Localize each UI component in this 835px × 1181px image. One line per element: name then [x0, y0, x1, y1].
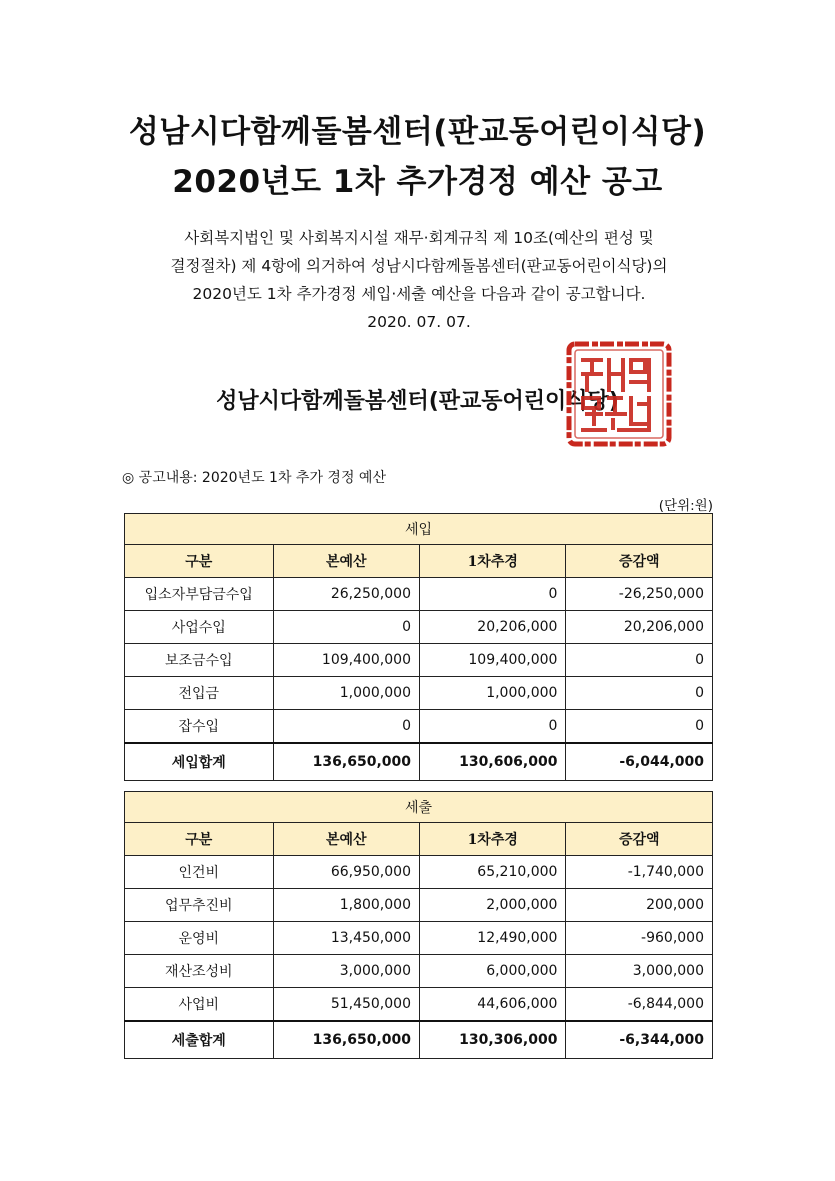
revised-budget-cell: 44,606,000	[419, 988, 565, 1022]
row-category: 전입금	[125, 677, 274, 710]
change-amount-cell: -26,250,000	[566, 578, 713, 611]
original-budget-cell: 66,950,000	[273, 856, 419, 889]
change-amount-cell: 0	[566, 644, 713, 677]
change-amount-cell: -1,740,000	[566, 856, 713, 889]
table-row	[125, 677, 713, 710]
original-budget-cell: 1,800,000	[273, 889, 419, 922]
revised-budget-cell: 6,000,000	[419, 955, 565, 988]
row-category: 사업수입	[125, 611, 274, 644]
table-row	[125, 988, 713, 1022]
change-amount-cell: -960,000	[566, 922, 713, 955]
notice-date: 2020. 07. 07.	[367, 313, 471, 331]
expense-section-title: 세출	[125, 792, 713, 823]
revised-budget-cell: 20,206,000	[419, 611, 565, 644]
column-header: 증감액	[566, 545, 713, 578]
original-budget-cell: 1,000,000	[273, 677, 419, 710]
revised-budget-cell: 1,000,000	[419, 677, 565, 710]
row-category: 보조금수입	[125, 644, 274, 677]
total-revised-budget: 130,306,000	[419, 1021, 565, 1059]
table-row	[125, 856, 713, 889]
row-category: 인건비	[125, 856, 274, 889]
organization-name: 성남시다함께돌봄센터(판교동어린이식당)	[216, 389, 619, 414]
total-revised-budget: 130,606,000	[419, 743, 565, 781]
column-header: 1차추경	[419, 823, 565, 856]
unit-label: (단위:원)	[658, 498, 713, 514]
original-budget-cell: 13,450,000	[273, 922, 419, 955]
revised-budget-cell: 65,210,000	[419, 856, 565, 889]
original-budget-cell: 0	[273, 710, 419, 744]
column-header: 본예산	[273, 823, 419, 856]
column-header: 증감액	[566, 823, 713, 856]
table-row	[125, 889, 713, 922]
row-category: 재산조성비	[125, 955, 274, 988]
expense-header-row	[125, 823, 713, 856]
income-total-row	[125, 743, 713, 781]
notice-content-label: ◎ 공고내용: 2020년도 1차 추가 경정 예산	[122, 470, 386, 486]
total-change-amount: -6,044,000	[566, 743, 713, 781]
change-amount-cell: 20,206,000	[566, 611, 713, 644]
total-change-amount: -6,344,000	[566, 1021, 713, 1059]
intro-line-2: 결정절차) 제 4항에 의거하여 성남시다함께돌봄센터(판교동어린이식당)의	[170, 257, 668, 275]
row-category: 사업비	[125, 988, 274, 1022]
page-subtitle: 2020년도 1차 추가경정 예산 공고	[172, 164, 663, 200]
column-header: 구분	[125, 823, 274, 856]
revised-budget-cell: 109,400,000	[419, 644, 565, 677]
revised-budget-cell: 12,490,000	[419, 922, 565, 955]
income-section-title: 세입	[125, 514, 713, 545]
income-table	[124, 513, 713, 781]
column-header: 1차추경	[419, 545, 565, 578]
total-original-budget: 136,650,000	[273, 1021, 419, 1059]
table-row	[125, 710, 713, 744]
revised-budget-cell: 0	[419, 578, 565, 611]
table-row	[125, 955, 713, 988]
original-budget-cell: 3,000,000	[273, 955, 419, 988]
change-amount-cell: 3,000,000	[566, 955, 713, 988]
original-budget-cell: 51,450,000	[273, 988, 419, 1022]
intro-paragraph	[95, 224, 743, 336]
change-amount-cell: 0	[566, 677, 713, 710]
revised-budget-cell: 2,000,000	[419, 889, 565, 922]
column-header: 구분	[125, 545, 274, 578]
row-category: 운영비	[125, 922, 274, 955]
original-budget-cell: 0	[273, 611, 419, 644]
row-category: 업무추진비	[125, 889, 274, 922]
expense-total-row	[125, 1021, 713, 1059]
column-header: 본예산	[273, 545, 419, 578]
total-label: 세출합계	[125, 1021, 274, 1059]
table-row	[125, 922, 713, 955]
row-category: 입소자부담금수입	[125, 578, 274, 611]
table-row	[125, 611, 713, 644]
change-amount-cell: -6,844,000	[566, 988, 713, 1022]
table-row	[125, 578, 713, 611]
intro-line-3: 2020년도 1차 추가경정 세입·세출 예산을 다음과 같이 공고합니다.	[192, 285, 646, 303]
total-original-budget: 136,650,000	[273, 743, 419, 781]
change-amount-cell: 200,000	[566, 889, 713, 922]
original-budget-cell: 26,250,000	[273, 578, 419, 611]
change-amount-cell: 0	[566, 710, 713, 744]
page-title: 성남시다함께돌봄센터(판교동어린이식당)	[128, 114, 707, 150]
revised-budget-cell: 0	[419, 710, 565, 744]
row-category: 잡수입	[125, 710, 274, 744]
income-header-row	[125, 545, 713, 578]
original-budget-cell: 109,400,000	[273, 644, 419, 677]
expense-table	[124, 791, 713, 1059]
intro-line-1: 사회복지법인 및 사회복지시설 재무·회계규칙 제 10조(예산의 편성 및	[184, 229, 654, 247]
total-label: 세입합계	[125, 743, 274, 781]
table-row	[125, 644, 713, 677]
official-seal-stamp	[563, 338, 675, 450]
